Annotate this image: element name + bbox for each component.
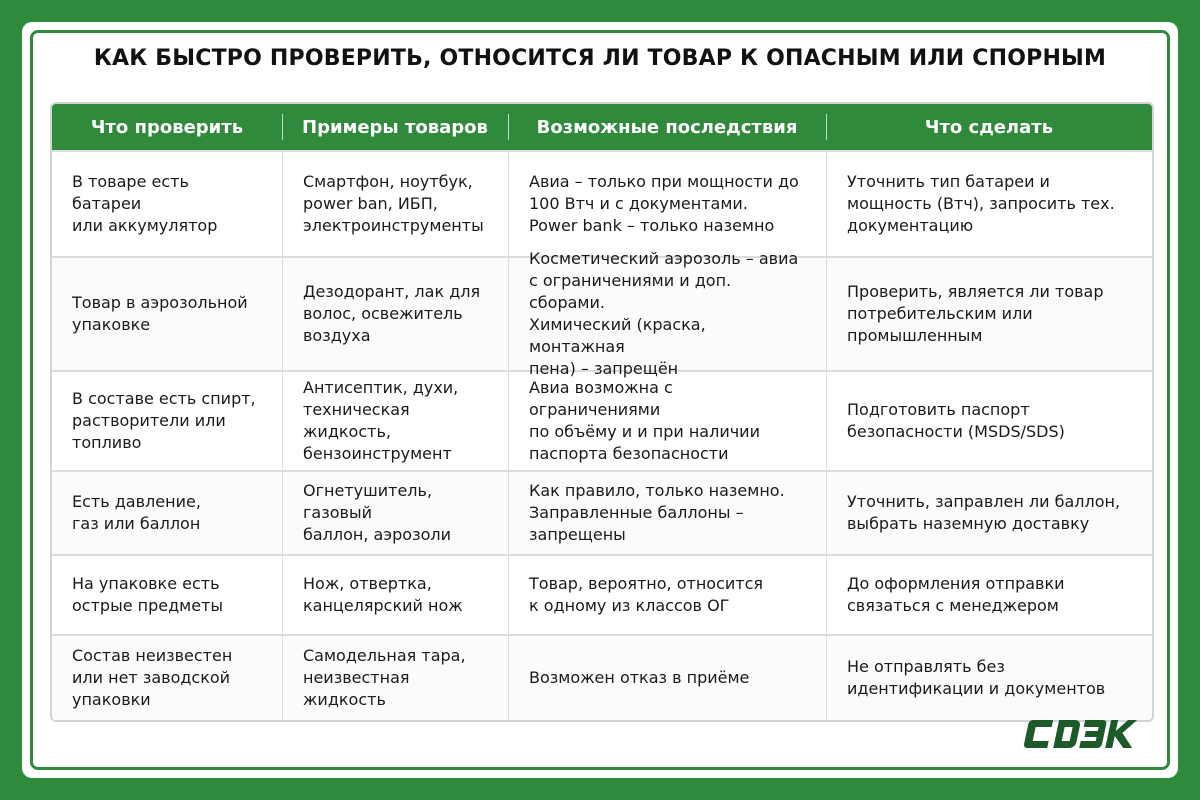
table-cell: Как правило, только наземно. Заправленные баллоны – запрещены xyxy=(508,472,826,554)
table-cell: Не отправлять без идентификации и документов xyxy=(826,636,1152,720)
table-cell: Косметический аэрозоль – авиа с ограничениями и доп. сборами. Химический (краска, монтажная пена) – запрещён xyxy=(508,258,826,370)
table-cell: Смартфон, ноутбук, power ban, ИБП, электроинструменты xyxy=(282,152,508,256)
table-cell: Проверить, является ли товар потребительским или промышленным xyxy=(826,258,1152,370)
table-header xyxy=(52,104,1152,150)
table-row xyxy=(52,370,1152,470)
table-row xyxy=(52,249,1152,378)
table-cell: Уточнить, заправлен ли баллон, выбрать наземную доставку xyxy=(826,472,1152,554)
table-cell: Возможен отказ в приёме xyxy=(508,636,826,720)
table-cell: Антисептик, духи, техническая жидкость, бензоинструмент xyxy=(282,372,508,470)
column-header: Возможные последствия xyxy=(508,104,826,150)
table-cell: Нож, отвертка, канцелярский нож xyxy=(282,556,508,634)
table-row xyxy=(52,554,1152,634)
table-cell: Авиа – только при мощности до 100 Втч и с документами. Power bank – только наземно xyxy=(508,152,826,256)
table-cell: Огнетушитель, газовый баллон, аэрозоли xyxy=(282,472,508,554)
column-header: Что проверить xyxy=(90,116,244,138)
table-row xyxy=(52,634,1152,720)
table-cell: Подготовить паспорт безопасности (MSDS/SDS) xyxy=(826,372,1152,470)
column-header: Примеры товаров xyxy=(282,104,508,150)
table-row xyxy=(52,470,1152,554)
table-cell: Дезодорант, лак для волос, освежитель воздуха xyxy=(282,258,508,370)
table-cell: Уточнить тип батареи и мощность (Втч), запросить тех. документацию xyxy=(826,152,1152,256)
poster-card xyxy=(22,22,1178,778)
cdek-logo xyxy=(1022,716,1140,762)
hazard-table xyxy=(50,102,1154,722)
cdek-logo-mark xyxy=(1022,716,1140,752)
table-cell: В товаре есть батареи или аккумулятор xyxy=(72,172,218,235)
table-cell: Самодельная тара, неизвестная жидкость xyxy=(282,636,508,720)
table-cell: В составе есть спирт, растворители или топливо xyxy=(72,389,256,452)
table-cell: Авиа возможна с ограничениями по объёму и и при наличии паспорта безопасности xyxy=(508,372,826,470)
table-cell: До оформления отправки связаться с менеджером xyxy=(826,556,1152,634)
table-cell: Состав неизвестен или нет заводской упаковки xyxy=(72,646,233,709)
column-header: Что сделать xyxy=(826,104,1152,150)
table-cell: Товар в аэрозольной упаковке xyxy=(72,293,248,334)
table-cell: Есть давление, газ или баллон xyxy=(72,492,201,533)
page-title: КАК БЫСТРО ПРОВЕРИТЬ, ОТНОСИТСЯ ЛИ ТОВАР К ОПАСНЫМ ИЛИ СПОРНЫМ xyxy=(93,46,1107,71)
table-row xyxy=(52,150,1152,256)
table-cell: На упаковке есть острые предметы xyxy=(72,574,224,615)
table-cell: Товар, вероятно, относится к одному из классов ОГ xyxy=(508,556,826,634)
